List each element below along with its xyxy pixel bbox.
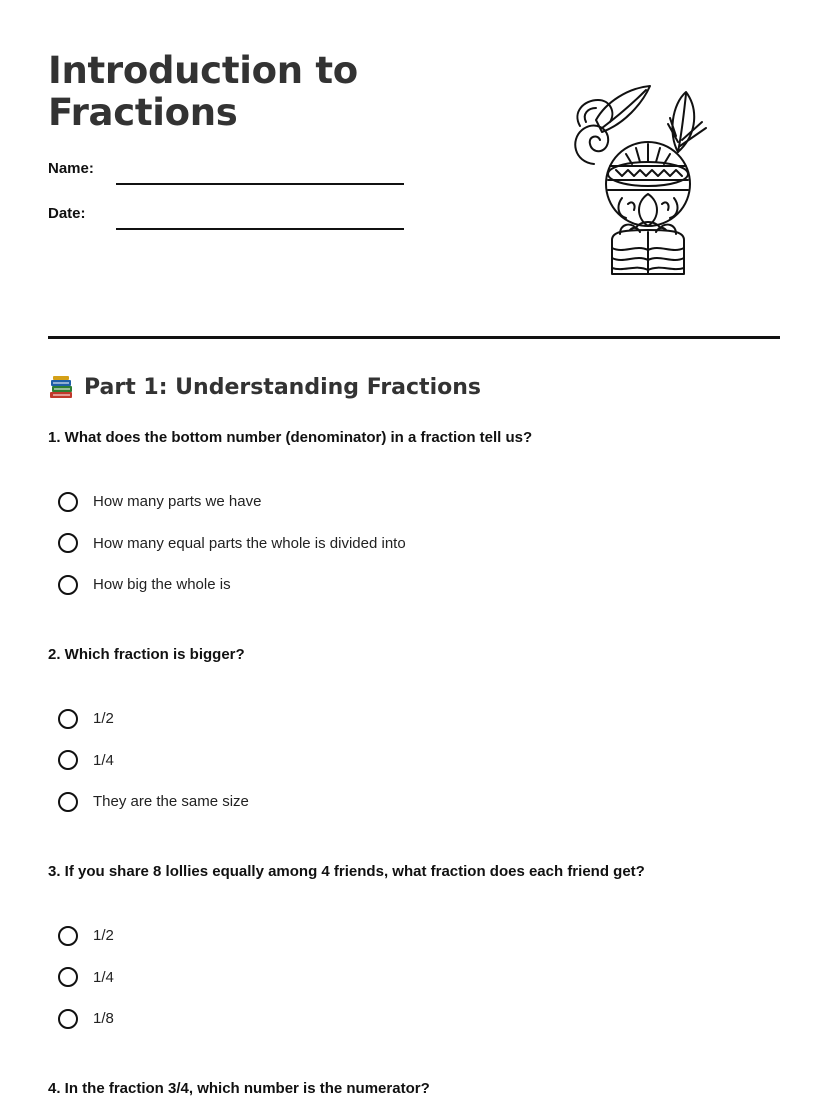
radio-button[interactable] xyxy=(58,750,78,770)
decorative-illustration xyxy=(566,82,712,280)
question-2-option-2[interactable] xyxy=(58,740,249,782)
radio-button[interactable] xyxy=(58,533,78,553)
question-4-text: 4. In the fraction 3/4, which number is the numerator? xyxy=(48,1080,430,1097)
radio-button[interactable] xyxy=(58,709,78,729)
radio-button[interactable] xyxy=(58,492,78,512)
question-2-option-1[interactable] xyxy=(58,698,249,740)
option-label: They are the same size xyxy=(93,793,249,811)
question-2-option-3[interactable] xyxy=(58,781,249,823)
radio-button[interactable] xyxy=(58,575,78,595)
option-label: 1/2 xyxy=(93,710,114,728)
books-icon xyxy=(48,373,76,401)
question-3-option-1[interactable] xyxy=(58,915,114,957)
question-1-option-2[interactable] xyxy=(58,523,406,565)
question-4 xyxy=(48,1079,788,1099)
question-1-options xyxy=(58,481,406,606)
question-2-text: 2. Which fraction is bigger? xyxy=(48,646,245,663)
date-label: Date: xyxy=(48,205,86,222)
option-label: 1/4 xyxy=(93,968,114,986)
option-label: 1/2 xyxy=(93,927,114,945)
part1-heading-text: Part 1: Understanding Fractions xyxy=(84,374,481,400)
title-line-1: Introduction to xyxy=(48,49,358,92)
radio-button[interactable] xyxy=(58,792,78,812)
name-label: Name: xyxy=(48,160,94,177)
question-2-options xyxy=(58,698,249,823)
worksheet-title xyxy=(48,50,358,134)
question-3-text: 3. If you share 8 lollies equally among 4 friends, what fraction does each friend get? xyxy=(48,863,645,880)
section-divider xyxy=(48,336,780,339)
option-label: 1/4 xyxy=(93,751,114,769)
option-label: How many parts we have xyxy=(93,493,262,511)
question-3-options xyxy=(58,915,114,1040)
question-1-text: 1. What does the bottom number (denominator) in a fraction tell us? xyxy=(48,429,533,446)
part1-heading xyxy=(48,373,481,401)
question-3 xyxy=(48,862,788,1028)
question-1 xyxy=(48,428,788,594)
radio-button[interactable] xyxy=(58,967,78,987)
option-label: How big the whole is xyxy=(93,576,231,594)
question-2 xyxy=(48,645,788,811)
option-label: 1/8 xyxy=(93,1010,114,1028)
name-input-line[interactable] xyxy=(116,183,404,185)
question-1-option-3[interactable] xyxy=(58,564,406,606)
name-field xyxy=(48,160,408,190)
question-1-option-1[interactable] xyxy=(58,481,406,523)
date-field xyxy=(48,205,408,235)
option-label: How many equal parts the whole is divided into xyxy=(93,534,406,552)
radio-button[interactable] xyxy=(58,1009,78,1029)
question-3-option-2[interactable] xyxy=(58,957,114,999)
radio-button[interactable] xyxy=(58,926,78,946)
title-line-2: Fractions xyxy=(48,91,238,134)
date-input-line[interactable] xyxy=(116,228,404,230)
question-3-option-3[interactable] xyxy=(58,998,114,1040)
